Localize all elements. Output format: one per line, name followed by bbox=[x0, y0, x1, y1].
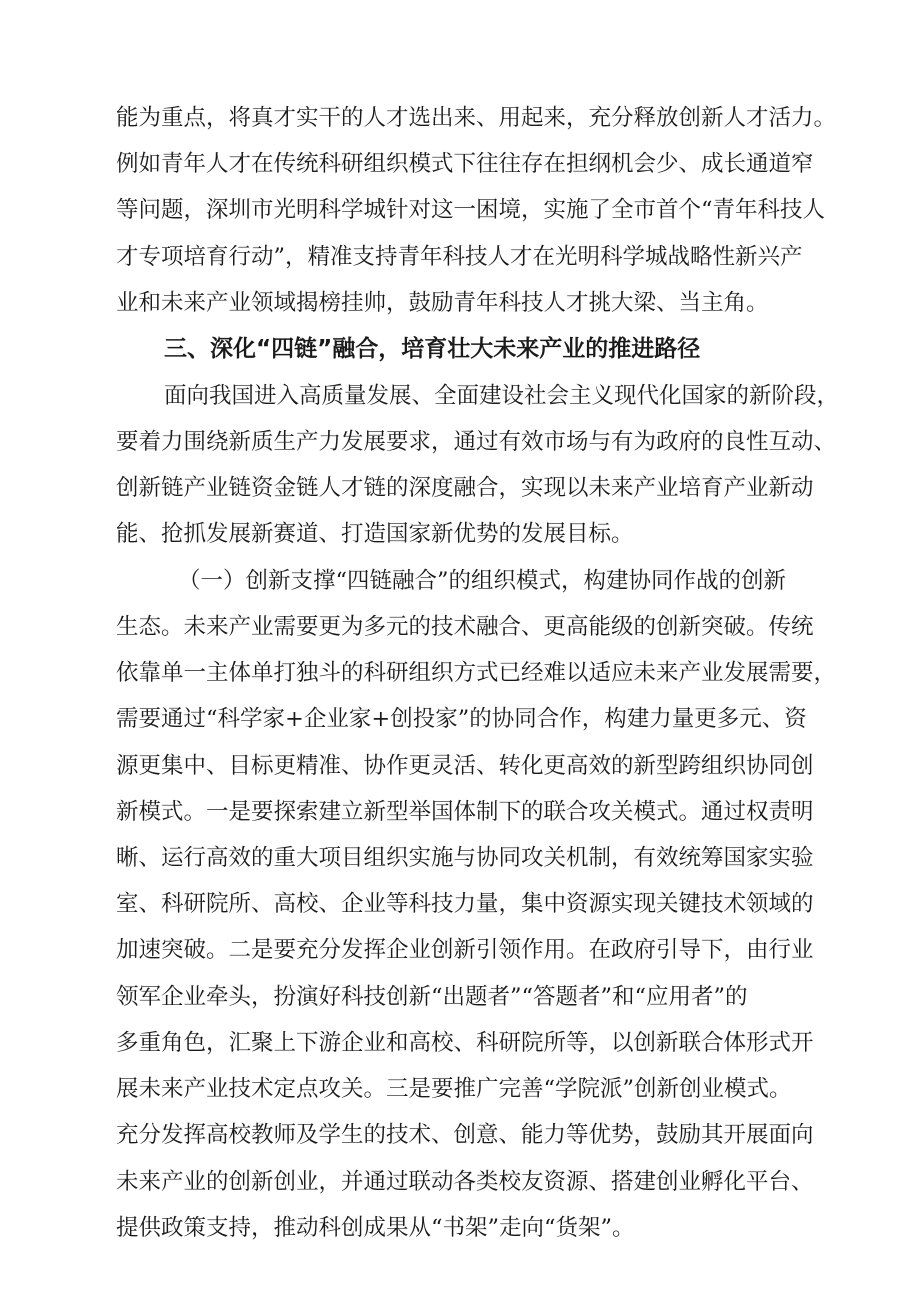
paragraph-line: 创新链产业链资金链人才链的深度融合，实现以未来产业培育产业新动 bbox=[116, 475, 814, 501]
paragraph-line: 未来产业的创新创业，并通过联动各类校友资源、搭建创业孵化平台、 bbox=[116, 1169, 814, 1195]
paragraph-line: 晰、运行高效的重大项目组织实施与协同攻关机制，有效统筹国家实验 bbox=[116, 845, 814, 871]
paragraph-line: 面向我国进入高质量发展、全面建设社会主义现代化国家的新阶段， bbox=[164, 383, 840, 409]
subsection-title-line: （一）创新支撑“四链融合”的组织模式，构建协同作战的创新 bbox=[178, 568, 787, 594]
paragraph-line: 多重角色，汇聚上下游企业和高校、科研院所等，以创新联合体形式开 bbox=[116, 1030, 814, 1056]
paragraph-line: 充分发挥高校教师及学生的技术、创意、能力等优势，鼓励其开展面向 bbox=[116, 1122, 814, 1148]
paragraph-line: 领军企业牵头，扮演好科技创新“出题者”“答题者”和“应用者”的 bbox=[116, 984, 748, 1010]
section-heading: 三、深化“四链”融合，培育壮大未来产业的推进路径 bbox=[164, 336, 701, 362]
paragraph-line: 展未来产业技术定点攻关。三是要推广完善“学院派”创新创业模式。 bbox=[116, 1076, 792, 1102]
paragraph-line: 业和未来产业领域揭榜挂帅，鼓励青年科技人才挑大梁、当主角。 bbox=[116, 290, 769, 316]
paragraph-line: 才专项培育行动”，精准支持青年科技人才在光明科学城战略性新兴产 bbox=[116, 244, 803, 270]
paragraph-line: 依靠单一主体单打独斗的科研组织方式已经难以适应未来产业发展需要， bbox=[116, 660, 837, 686]
paragraph-line: 生态。未来产业需要更为多元的技术融合、更高能级的创新突破。传统 bbox=[116, 614, 814, 640]
paragraph-line: 源更集中、目标更精准、协作更灵活、转化更高效的新型跨组织协同创 bbox=[116, 753, 814, 779]
paragraph-line: 室、科研院所、高校、企业等科技力量，集中资源实现关键技术领域的 bbox=[116, 891, 814, 917]
paragraph-line: 加速突破。二是要充分发挥企业创新引领作用。在政府引导下，由行业 bbox=[116, 937, 814, 963]
paragraph-line: 例如青年人才在传统科研组织模式下往往存在担纲机会少、成长通道窄 bbox=[116, 151, 814, 177]
paragraph-line: 提供政策支持，推动科创成果从“书架”走向“货架”。 bbox=[116, 1215, 635, 1241]
paragraph-line: 等问题，深圳市光明科学城针对这一困境，实施了全市首个“青年科技人 bbox=[116, 197, 826, 223]
paragraph-line: 要着力围绕新质生产力发展要求，通过有效市场与有为政府的良性互动、 bbox=[116, 429, 837, 455]
paragraph-line: 需要通过“科学家+企业家+创投家”的协同合作，构建力量更多元、资 bbox=[116, 706, 807, 732]
paragraph-line: 能、抢抓发展新赛道、打造国家新优势的发展目标。 bbox=[116, 521, 634, 547]
paragraph-line: 能为重点，将真才实干的人才选出来、用起来，充分释放创新人才活力。 bbox=[116, 105, 837, 131]
paragraph-line: 新模式。一是要探索建立新型举国体制下的联合攻关模式。通过权责明 bbox=[116, 799, 814, 825]
